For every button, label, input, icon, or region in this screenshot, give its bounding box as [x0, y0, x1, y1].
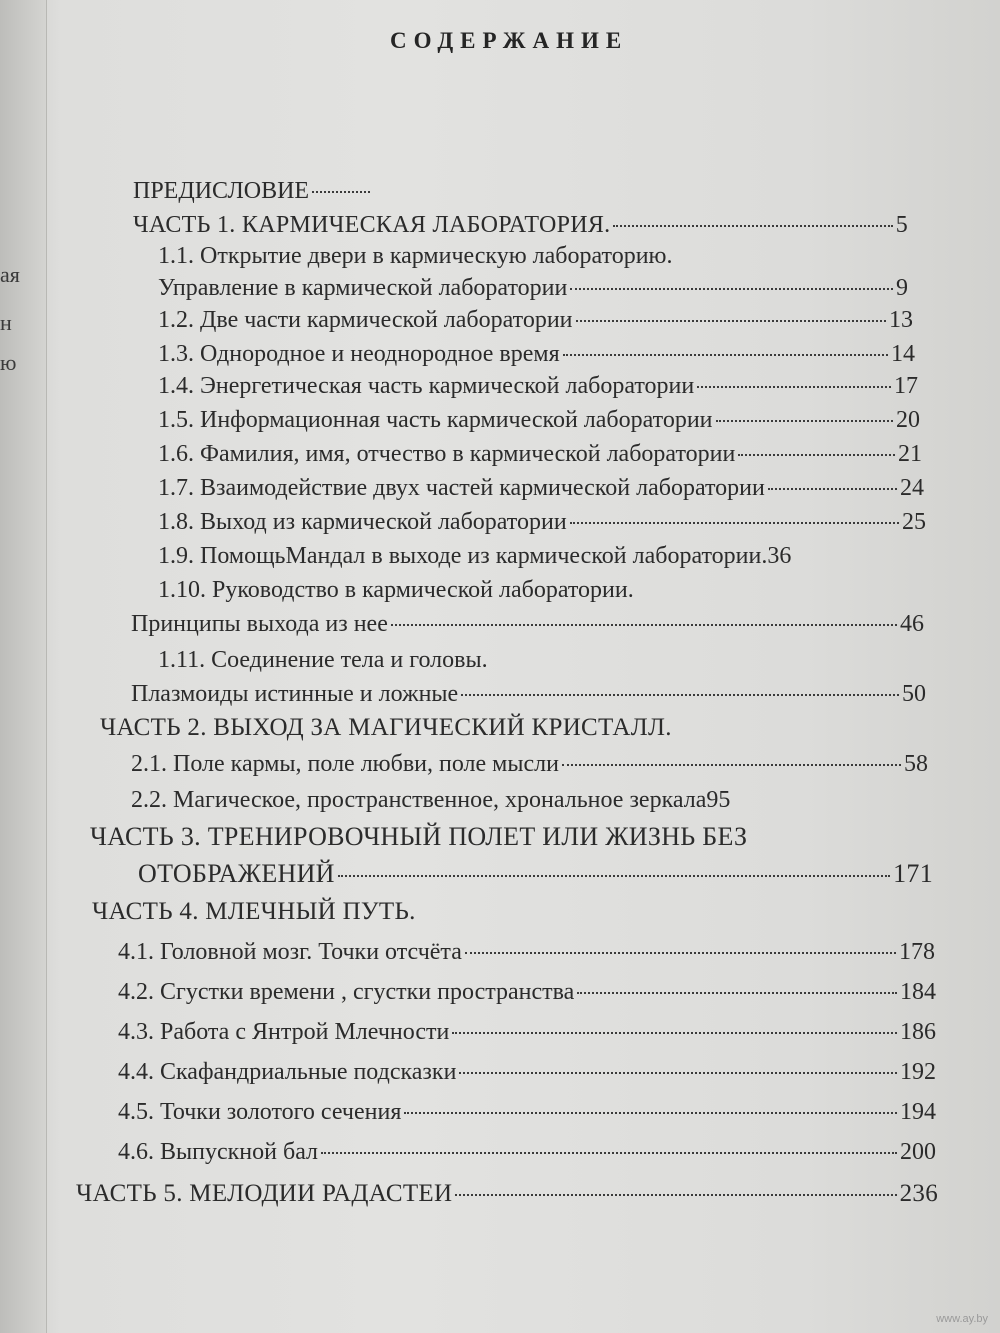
toc-entry-title: ПРЕДИСЛОВИЕ — [133, 178, 310, 204]
toc-entry — [118, 1138, 936, 1166]
toc-page-number: 171 — [893, 859, 933, 888]
toc-leader — [570, 522, 899, 524]
toc-page-number: 25 — [902, 509, 926, 535]
toc-leader — [563, 354, 888, 356]
toc-entry — [158, 508, 926, 536]
toc-leader — [738, 454, 895, 456]
toc-page-number: 58 — [904, 751, 928, 777]
toc-page-number: 192 — [900, 1059, 936, 1085]
toc-entry — [158, 406, 920, 434]
toc-page-number: 24 — [900, 475, 924, 501]
adjacent-page-fragment: н — [0, 310, 12, 335]
toc-part-heading: ЧАСТЬ 4. МЛЕЧНЫЙ ПУТЬ. — [92, 898, 416, 925]
toc-entry — [158, 372, 918, 400]
toc-entry — [118, 1018, 936, 1046]
toc-entry-title: 2.2. Магическое, пространственное, хрональное зеркала — [131, 787, 707, 813]
toc-entry-title: 1.8. Выход из кармической лаборатории — [158, 509, 567, 535]
toc-entry — [158, 542, 928, 570]
toc-leader — [716, 420, 893, 422]
toc-entry-title: 4.2. Сгустки времени , сгустки пространства — [118, 979, 575, 1005]
toc-part-heading — [133, 211, 908, 239]
toc-entry-title: 2.1. Поле кармы, поле любви, поле мысли — [131, 751, 559, 777]
adjacent-page-edge — [0, 0, 47, 1333]
toc-entry-title: 1.4. Энергетическая часть кармической лаборатории — [158, 373, 695, 399]
toc-page-number: 46 — [900, 611, 924, 637]
toc-leader — [697, 386, 891, 388]
toc-page-number: 50 — [902, 681, 926, 707]
toc-page-number: 200 — [900, 1139, 936, 1165]
toc-entry-title: 1.9. ПомощьМандал в выходе из кармической лаборатории. — [158, 543, 768, 569]
toc-entry-title: 1.2. Две части кармической лаборатории — [158, 307, 573, 333]
toc-leader — [613, 225, 892, 227]
toc-entry-title: 1.10. Руководство в кармической лаборатории. — [158, 577, 634, 603]
toc-leader — [452, 1032, 897, 1034]
toc-leader — [465, 952, 896, 954]
toc-entry-title: 1.7. Взаимодействие двух частей кармической лаборатории — [158, 475, 765, 501]
toc-page-number: 5 — [895, 212, 908, 238]
toc-entry — [118, 978, 936, 1006]
toc-entry-title: 1.11. Соединение тела и головы. — [158, 647, 488, 673]
toc-entry-title: 4.5. Точки золотого сечения — [118, 1099, 402, 1125]
toc-entry — [158, 274, 908, 302]
toc-part-heading: ЧАСТЬ 3. ТРЕНИРОВОЧНЫЙ ПОЛЕТ ИЛИ ЖИЗНЬ БЕЗ — [90, 822, 748, 851]
toc-page-number: 178 — [899, 939, 935, 965]
toc-page-number: 17 — [894, 373, 918, 399]
toc-page-number: 21 — [898, 441, 922, 467]
toc-leader — [404, 1112, 897, 1114]
toc-entry-title: 1.3. Однородное и неоднородное время — [158, 341, 560, 367]
toc-entry — [118, 1098, 936, 1126]
toc-entry — [131, 610, 924, 638]
toc-entry — [131, 680, 926, 708]
toc-entry-title: ОТОБРАЖЕНИЙ — [138, 859, 335, 888]
toc-leader — [455, 1194, 896, 1196]
watermark: www.ay.by — [936, 1313, 988, 1325]
toc-entry-title: ЧАСТЬ 5. МЕЛОДИИ РАДАСТЕИ — [76, 1180, 453, 1207]
toc-leader — [391, 624, 897, 626]
toc-entry-title: 1.6. Фамилия, имя, отчество в кармической лаборатории — [158, 441, 736, 467]
toc-page-number: 13 — [889, 307, 913, 333]
adjacent-page-fragment: ая — [0, 262, 20, 287]
toc-leader — [570, 288, 893, 290]
toc-entry-title: 4.6. Выпускной бал — [118, 1139, 319, 1165]
toc-entry — [131, 750, 928, 778]
toc-leader — [338, 875, 890, 877]
page-title: СОДЕРЖАНИЕ — [390, 28, 629, 53]
toc-entry-title: 1.1. Открытие двери в кармическую лабораторию. — [158, 243, 673, 269]
toc-leader — [321, 1152, 897, 1154]
toc-entry-title: Плазмоиды истинные и ложные — [131, 681, 459, 707]
toc-part-heading: ЧАСТЬ 2. ВЫХОД ЗА МАГИЧЕСКИЙ КРИСТАЛЛ. — [100, 714, 672, 741]
toc-entry-title: 4.3. Работа с Янтрой Млечности — [118, 1019, 450, 1045]
toc-entry — [158, 474, 924, 502]
toc-page-number: 36 — [767, 543, 792, 569]
toc-leader — [461, 694, 899, 696]
toc-entry — [158, 440, 922, 468]
toc-page-number: 95 — [706, 787, 731, 813]
toc-page-number: 194 — [900, 1099, 936, 1125]
toc-leader — [768, 488, 897, 490]
toc-entry — [118, 938, 935, 966]
toc-page-number: 184 — [900, 979, 936, 1005]
toc-page-number: 14 — [891, 341, 915, 367]
toc-entry — [76, 1180, 938, 1208]
toc-leader — [459, 1072, 897, 1074]
toc-entry-title: Управление в кармической лаборатории — [158, 275, 568, 301]
toc-entry — [118, 1058, 936, 1086]
toc-page-number: 236 — [899, 1180, 938, 1207]
toc-leader — [312, 191, 370, 193]
toc-entry-title: 4.1. Головной мозг. Точки отсчёта — [118, 939, 462, 965]
toc-leader — [576, 320, 886, 322]
toc-entry-title: 4.4. Скафандриальные подсказки — [118, 1059, 457, 1085]
adjacent-page-fragment: ю — [0, 350, 17, 375]
toc-entry-title: ЧАСТЬ 1. КАРМИЧЕСКАЯ ЛАБОРАТОРИЯ. — [133, 212, 611, 238]
toc-leader — [562, 764, 901, 766]
toc-entry — [158, 340, 915, 368]
toc-entry — [158, 306, 913, 334]
toc-entry — [133, 177, 373, 205]
toc-entry — [138, 860, 933, 888]
toc-page-number: 9 — [896, 275, 908, 301]
toc-page-number: 186 — [900, 1019, 936, 1045]
toc-page-number: 20 — [896, 407, 920, 433]
toc-entry-title: Принципы выхода из нее — [131, 611, 388, 637]
toc-leader — [577, 992, 897, 994]
toc-entry-title: 1.5. Информационная часть кармической лаборатории — [158, 407, 713, 433]
toc-entry — [131, 786, 931, 814]
